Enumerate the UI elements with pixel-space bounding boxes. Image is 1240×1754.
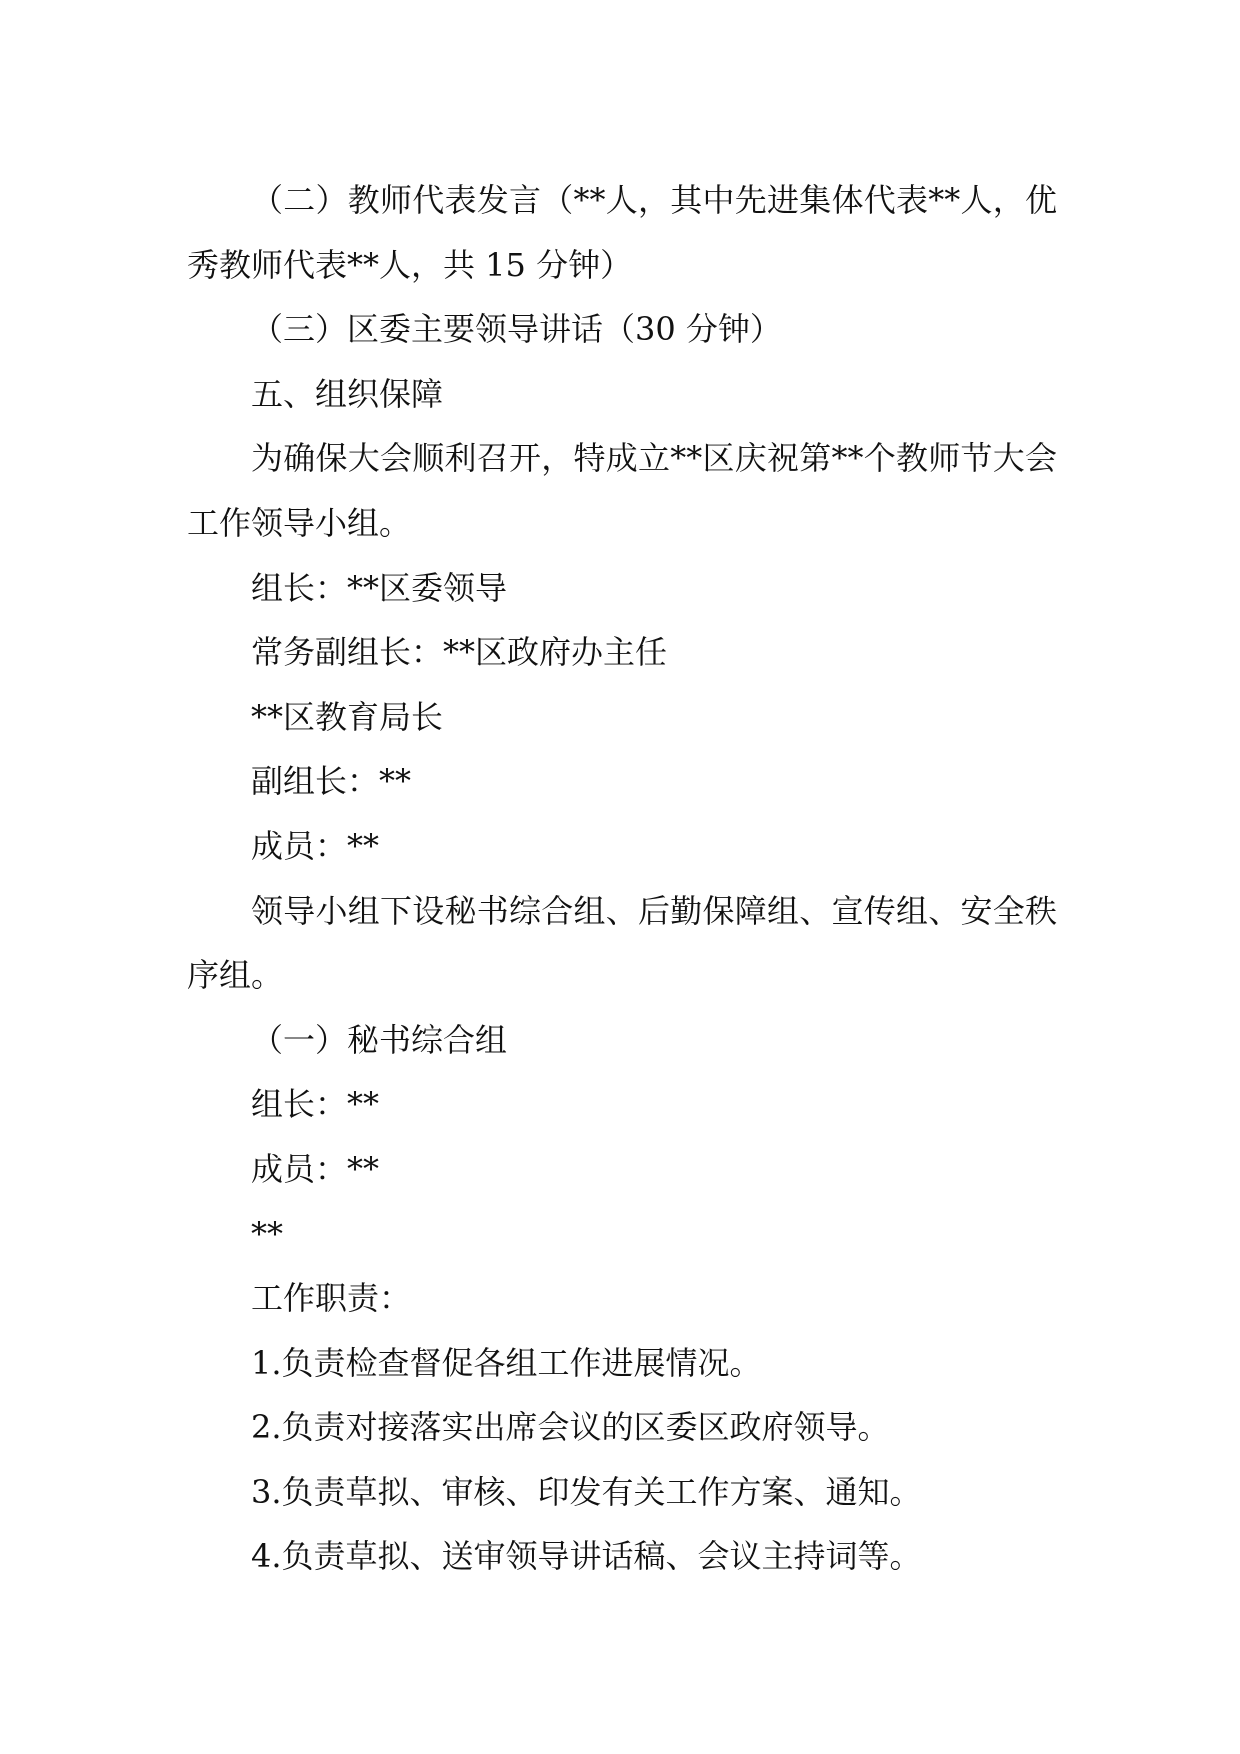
paragraph-line: 领导小组下设秘书综合组、后勤保障组、宣传组、安全秩: [251, 891, 1057, 930]
list-item: 3.负责草拟、审核、印发有关工作方案、通知。: [251, 1472, 922, 1511]
paragraph-line: （二）教师代表发言（**人，其中先进集体代表**人，优: [251, 181, 1057, 219]
paragraph-line: 成员：**: [251, 1149, 380, 1188]
paragraph-line: 组长：**区委领导: [251, 568, 508, 607]
paragraph-line: 常务副组长：**区政府办主任: [251, 633, 668, 672]
paragraph-line: **区教育局长: [251, 697, 444, 736]
list-item: 1.负责检查督促各组工作进展情况。: [251, 1343, 762, 1382]
subsection-heading: （一）秘书综合组: [251, 1020, 508, 1059]
paragraph-line: 序组。: [187, 956, 284, 995]
paragraph-line: 为确保大会顺利召开，特成立**区庆祝第**个教师节大会: [251, 439, 1057, 478]
paragraph-line: 秀教师代表**人，共 15 分钟）: [187, 245, 633, 284]
section-heading: 五、组织保障: [251, 374, 444, 413]
list-item: 4.负责草拟、送审领导讲话稿、会议主持词等。: [251, 1537, 922, 1576]
list-item: 2.负责对接落实出席会议的区委区政府领导。: [251, 1408, 890, 1447]
paragraph-line: 组长：**: [251, 1085, 380, 1124]
paragraph-line: 成员：**: [251, 826, 380, 865]
document-body: [187, 168, 1057, 1589]
paragraph-line: 工作职责：: [251, 1279, 412, 1318]
paragraph-line: **: [251, 1214, 283, 1253]
paragraph-line: 副组长：**: [251, 762, 412, 801]
paragraph-line: 工作领导小组。: [187, 503, 412, 542]
paragraph-line: （三）区委主要领导讲话（30 分钟）: [251, 310, 782, 349]
